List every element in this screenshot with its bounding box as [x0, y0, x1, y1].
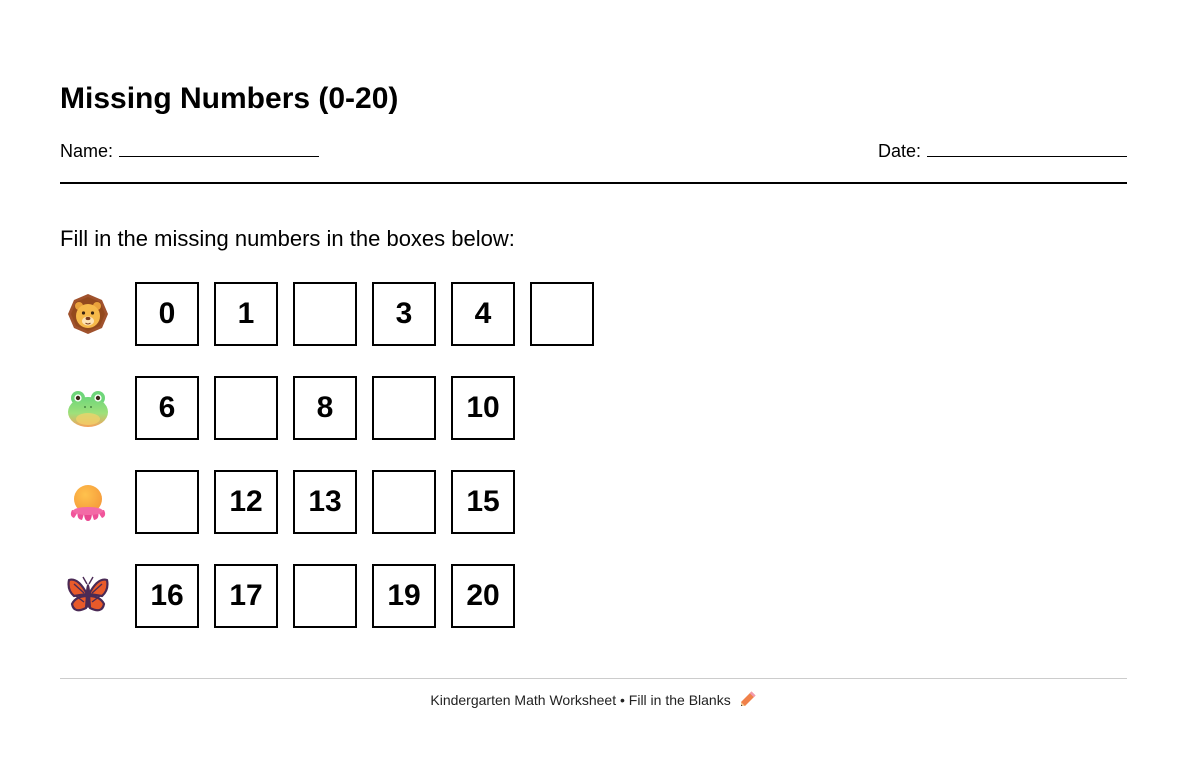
number-row [60, 564, 609, 628]
pencil-icon [739, 690, 757, 713]
number-box: 20 [451, 564, 515, 628]
blank-answer-box[interactable] [293, 282, 357, 346]
name-field [60, 138, 319, 162]
number-box: 8 [293, 376, 357, 440]
lion-icon [60, 282, 116, 346]
octopus-icon [60, 470, 116, 534]
number-box: 17 [214, 564, 278, 628]
instruction-text: Fill in the missing numbers in the boxes below: [60, 226, 515, 251]
number-box: 6 [135, 376, 199, 440]
frog-icon [60, 376, 116, 440]
number-box: 15 [451, 470, 515, 534]
header-divider [60, 182, 1127, 184]
worksheet-title: Missing Numbers (0-20) [60, 82, 399, 115]
footer [0, 690, 1187, 713]
blank-answer-box[interactable] [372, 376, 436, 440]
name-label: Name: [60, 141, 114, 161]
number-box: 19 [372, 564, 436, 628]
blank-answer-box[interactable] [214, 376, 278, 440]
number-box: 16 [135, 564, 199, 628]
number-box: 3 [372, 282, 436, 346]
footer-divider [60, 678, 1127, 679]
number-row [60, 376, 609, 440]
number-box: 13 [293, 470, 357, 534]
number-box: 12 [214, 470, 278, 534]
number-row [60, 282, 609, 346]
butterfly-icon [60, 564, 116, 628]
date-label: Date: [877, 141, 921, 161]
blank-answer-box[interactable] [530, 282, 594, 346]
date-input-line[interactable] [927, 155, 1127, 157]
number-box: 1 [214, 282, 278, 346]
footer-text: Kindergarten Math Worksheet • Fill in the Blanks [430, 692, 731, 709]
name-input-line[interactable] [119, 155, 319, 157]
number-box: 10 [451, 376, 515, 440]
blank-answer-box[interactable] [372, 470, 436, 534]
number-row [60, 470, 609, 534]
blank-answer-box[interactable] [135, 470, 199, 534]
date-field [878, 138, 1127, 162]
number-box: 0 [135, 282, 199, 346]
number-rows [60, 282, 609, 658]
number-box: 4 [451, 282, 515, 346]
blank-answer-box[interactable] [293, 564, 357, 628]
